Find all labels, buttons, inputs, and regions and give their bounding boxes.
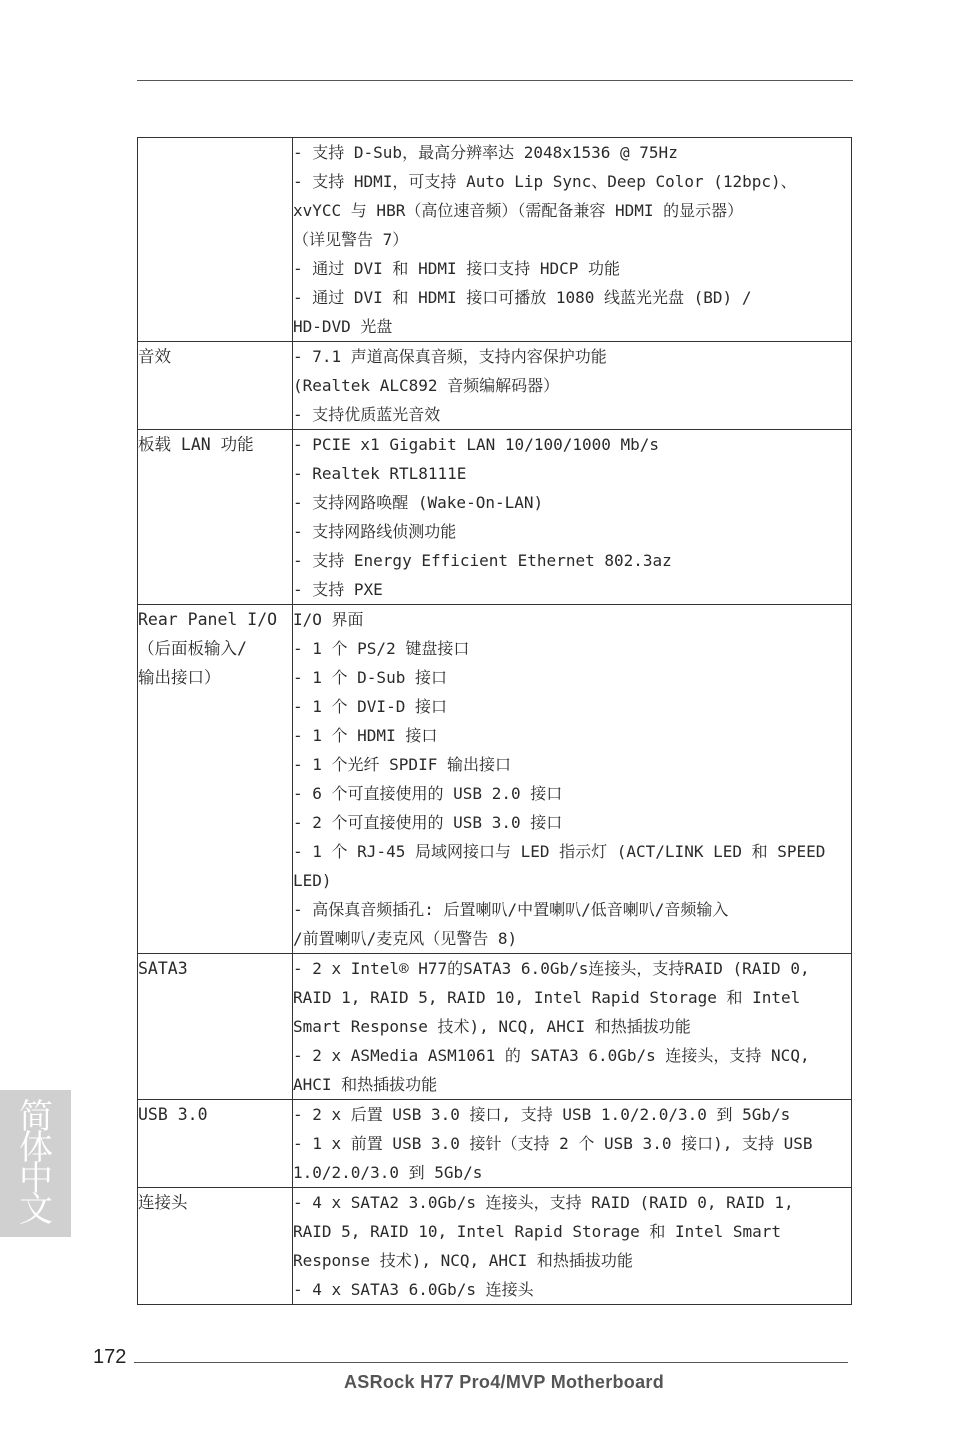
- spec-label-line: 板载 LAN 功能: [138, 435, 254, 454]
- spec-label-line: [138, 138, 292, 167]
- spec-label-cell: [138, 430, 293, 605]
- spec-table-body: [138, 138, 852, 1305]
- spec-content-line: 1.0/2.0/3.0 到 5Gb/s: [293, 1163, 483, 1182]
- spec-content-line: - 支持 HDMI，可支持 Auto Lip Sync、Deep Color (12bpc)、: [293, 172, 797, 191]
- spec-content-line: - 支持网路唤醒 (Wake-On-LAN): [293, 493, 544, 512]
- spec-row: [138, 342, 852, 430]
- spec-content-cell: [293, 1188, 852, 1305]
- spec-content-line: - 支持网路线侦测功能: [293, 522, 457, 541]
- spec-row: [138, 1100, 852, 1188]
- spec-content-line: - 1 个 HDMI 接口: [293, 726, 438, 745]
- spec-content-line: - Realtek RTL8111E: [293, 464, 467, 483]
- side-tab-char: 体: [19, 1128, 53, 1168]
- footer-product-name: ASRock H77 Pro4/MVP Motherboard: [343, 1372, 665, 1392]
- spec-table: [137, 137, 852, 1305]
- spec-label-line: （后面板输入/: [138, 639, 247, 658]
- spec-label-cell: [138, 138, 293, 342]
- spec-content-line: （详见警告 7）: [293, 230, 409, 249]
- spec-content-line: - 1 个光纤 SPDIF 输出接口: [293, 755, 511, 774]
- spec-label-cell: [138, 605, 293, 954]
- spec-content-line: - 7.1 声道高保真音频，支持内容保护功能: [293, 347, 607, 366]
- spec-label-line: 音效: [138, 347, 171, 366]
- spec-label-line: 连接头: [138, 1193, 188, 1212]
- spec-content-line: Response 技术), NCQ, AHCI 和热插拔功能: [293, 1251, 633, 1270]
- spec-label-line: 输出接口）: [138, 668, 221, 687]
- spec-content-line: - 高保真音频插孔: 后置喇叭/中置喇叭/低音喇叭/音频输入: [293, 900, 729, 919]
- spec-content-line: Smart Response 技术), NCQ, AHCI 和热插拔功能: [293, 1017, 691, 1036]
- spec-row: [138, 430, 852, 605]
- spec-content-line: - 1 x 前置 USB 3.0 接针（支持 2 个 USB 3.0 接口), 支持 USB: [293, 1134, 813, 1153]
- spec-content-line: - 支持优质蓝光音效: [293, 405, 441, 424]
- spec-label-cell: [138, 342, 293, 430]
- spec-content-line: xvYCC 与 HBR（高位速音频）（需配备兼容 HDMI 的显示器）: [293, 201, 744, 220]
- top-rule: [137, 80, 853, 81]
- spec-content-line: - 2 x 后置 USB 3.0 接口, 支持 USB 1.0/2.0/3.0 到 5Gb/s: [293, 1105, 791, 1124]
- spec-content-line: AHCI 和热插拔功能: [293, 1075, 438, 1094]
- spec-content-line: RAID 1, RAID 5, RAID 10, Intel Rapid Storage 和 Intel: [293, 988, 801, 1007]
- spec-content-line: LED): [293, 871, 332, 890]
- spec-label-cell: [138, 1100, 293, 1188]
- language-side-tab: [0, 1090, 71, 1237]
- spec-content-line: - 1 个 RJ-45 局域网接口与 LED 指示灯 (ACT/LINK LED 和 SPEED: [293, 842, 826, 861]
- spec-content-line: - 6 个可直接使用的 USB 2.0 接口: [293, 784, 563, 803]
- spec-row: [138, 605, 852, 954]
- spec-content-line: - 1 个 DVI-D 接口: [293, 697, 447, 716]
- spec-content-line: - 支持 Energy Efficient Ethernet 802.3az: [293, 551, 672, 570]
- language-side-tab-text: [12, 1097, 60, 1230]
- side-tab-char: 文: [19, 1190, 53, 1230]
- spec-content-cell: [293, 430, 852, 605]
- spec-row: [138, 954, 852, 1100]
- spec-label-cell: [138, 954, 293, 1100]
- spec-label-line: SATA3: [138, 959, 188, 978]
- spec-content-line: RAID 5, RAID 10, Intel Rapid Storage 和 Intel Smart: [293, 1222, 782, 1241]
- spec-content-line: - 2 个可直接使用的 USB 3.0 接口: [293, 813, 563, 832]
- spec-content-cell: [293, 1100, 852, 1188]
- spec-content-line: HD-DVD 光盘: [293, 317, 393, 336]
- spec-content-line: - 通过 DVI 和 HDMI 接口支持 HDCP 功能: [293, 259, 621, 278]
- spec-content-line: - 支持 D-Sub，最高分辨率达 2048x1536 @ 75Hz: [293, 143, 678, 162]
- side-tab-char: 中: [19, 1159, 53, 1199]
- spec-row: [138, 138, 852, 342]
- spec-content-line: - 2 x Intel® H77的SATA3 6.0Gb/s连接头，支持RAID (RAID 0,: [293, 959, 810, 978]
- side-tab-char: 简: [19, 1097, 53, 1137]
- spec-content-line: - 2 x ASMedia ASM1061 的 SATA3 6.0Gb/s 连接头，支持 NCQ,: [293, 1046, 810, 1065]
- spec-content-cell: [293, 605, 852, 954]
- spec-content-cell: [293, 954, 852, 1100]
- bottom-rule: [134, 1362, 848, 1363]
- page-number: 172: [93, 1346, 127, 1368]
- spec-content-cell: [293, 138, 852, 342]
- spec-row: [138, 1188, 852, 1305]
- spec-label-line: USB 3.0: [138, 1105, 208, 1124]
- spec-content-line: - PCIE x1 Gigabit LAN 10/100/1000 Mb/s: [293, 435, 660, 454]
- spec-content-line: - 1 个 PS/2 键盘接口: [293, 639, 470, 658]
- spec-content-line: - 支持 PXE: [293, 580, 383, 599]
- spec-label-cell: [138, 1188, 293, 1305]
- spec-content-line: - 4 x SATA2 3.0Gb/s 连接头，支持 RAID (RAID 0, RAID 1,: [293, 1193, 794, 1212]
- spec-content-line: I/O 界面: [293, 610, 364, 629]
- spec-content-line: - 4 x SATA3 6.0Gb/s 连接头: [293, 1280, 534, 1299]
- spec-content-cell: [293, 342, 852, 430]
- spec-label-line: Rear Panel I/O: [138, 610, 278, 629]
- spec-content-line: - 通过 DVI 和 HDMI 接口可播放 1080 线蓝光光盘 (BD) /: [293, 288, 752, 307]
- spec-content-line: (Realtek ALC892 音频编解码器）: [293, 376, 560, 395]
- spec-content-line: - 1 个 D-Sub 接口: [293, 668, 447, 687]
- spec-content-line: /前置喇叭/麦克风（见警告 8): [293, 929, 518, 948]
